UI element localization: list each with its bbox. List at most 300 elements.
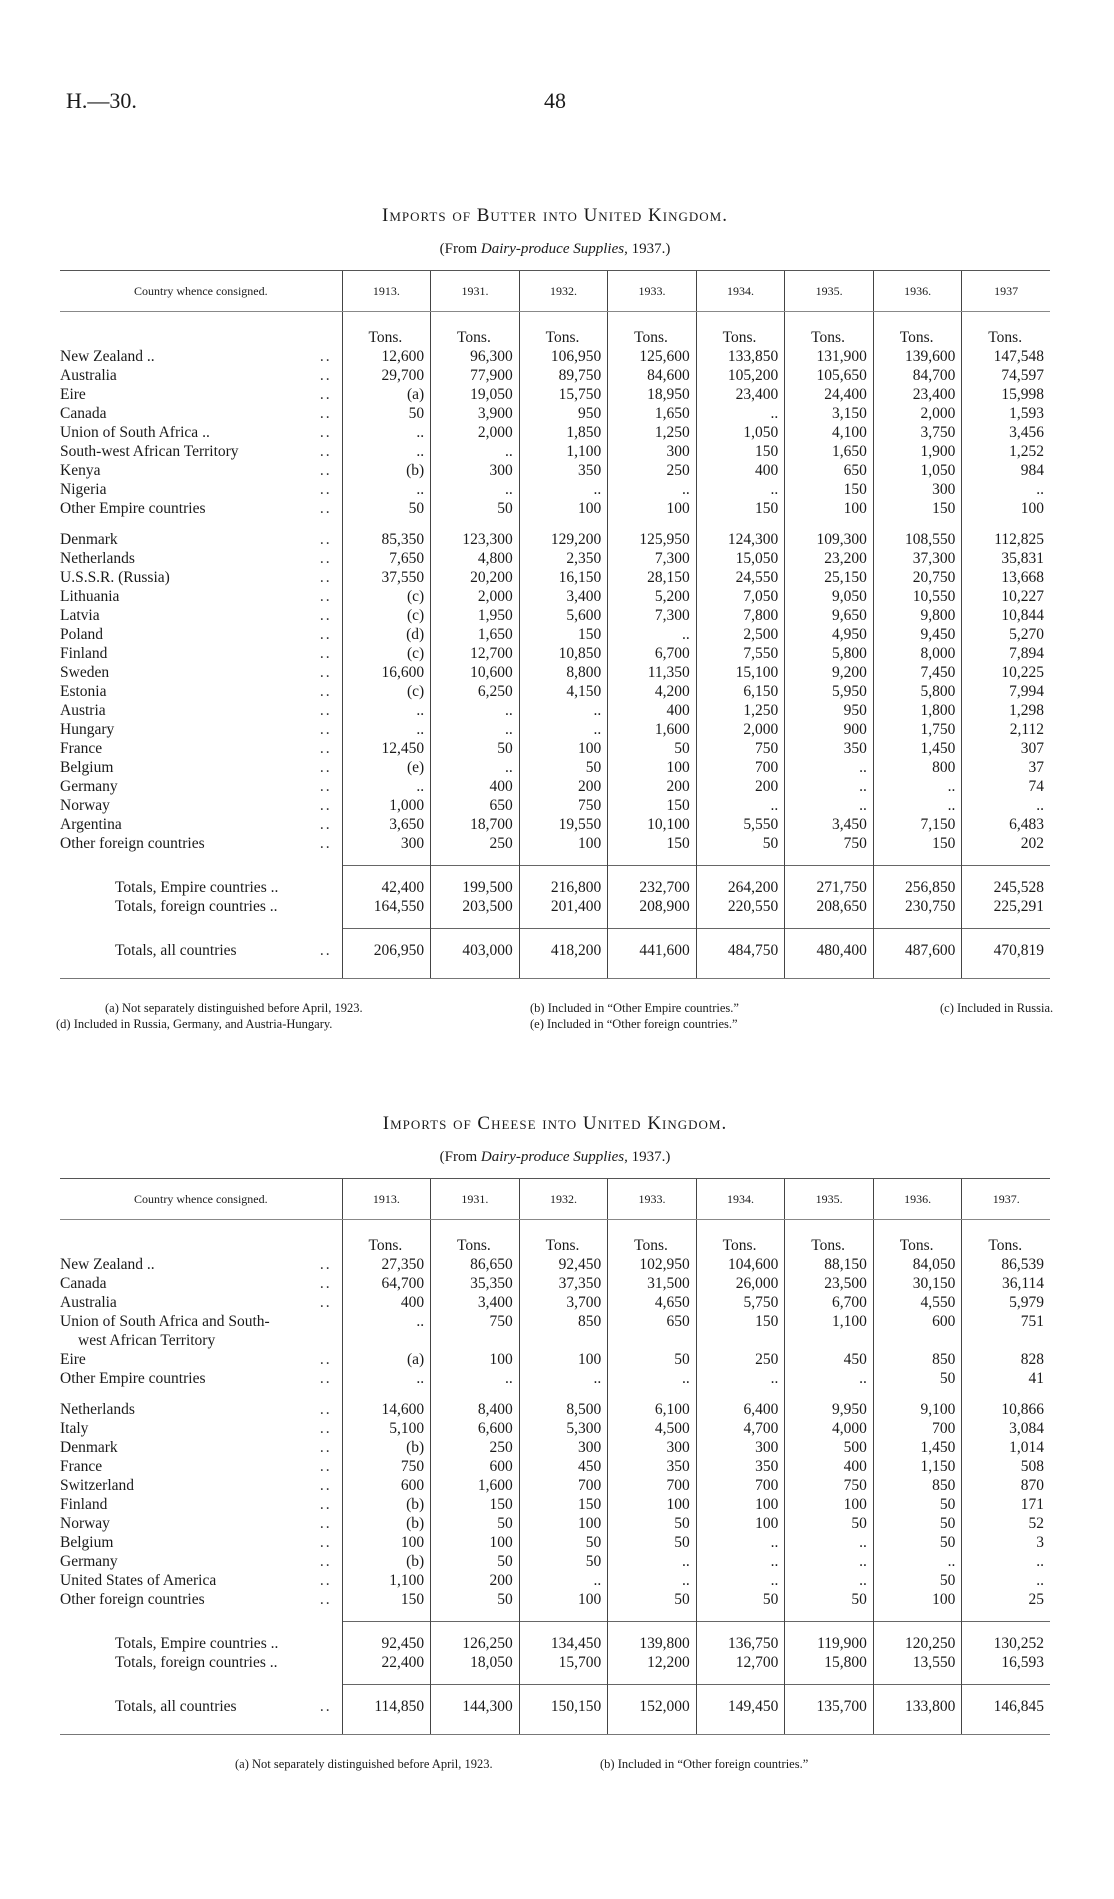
value-cell: 144,300 bbox=[431, 1697, 520, 1716]
table-row bbox=[60, 878, 1050, 897]
country-name bbox=[60, 1552, 342, 1571]
value-cell: (a) bbox=[342, 1350, 431, 1369]
spacer-cell bbox=[785, 1622, 874, 1635]
value-cell: 6,100 bbox=[608, 1400, 697, 1419]
value-cell: 700 bbox=[696, 1476, 785, 1495]
spacer-cell bbox=[608, 853, 697, 866]
country-label: Canada bbox=[60, 405, 107, 422]
value-cell: 35,831 bbox=[962, 549, 1050, 568]
value-cell: .. bbox=[962, 480, 1050, 499]
value-cell: 8,500 bbox=[519, 1400, 608, 1419]
bottom-cell bbox=[608, 1716, 697, 1735]
country-label: Austria bbox=[60, 702, 106, 719]
table-row bbox=[60, 1400, 1050, 1419]
spacer-cell bbox=[519, 866, 608, 879]
value-cell: 37,300 bbox=[873, 549, 962, 568]
value-cell: 600 bbox=[431, 1457, 520, 1476]
spacer-cell bbox=[962, 1685, 1050, 1698]
dot-leader: .. bbox=[319, 835, 332, 852]
value-cell: 2,000 bbox=[431, 587, 520, 606]
value-cell: 24,400 bbox=[785, 385, 874, 404]
spacer-cell bbox=[785, 1388, 874, 1400]
value-cell bbox=[785, 1331, 874, 1350]
cheese-table bbox=[60, 1178, 1050, 1735]
country-label: South-west African Territory bbox=[60, 443, 239, 460]
value-cell: 220,550 bbox=[696, 897, 785, 916]
value-cell: 50 bbox=[608, 1514, 697, 1533]
value-cell: 6,400 bbox=[696, 1400, 785, 1419]
value-cell: 109,300 bbox=[785, 530, 874, 549]
table-row bbox=[60, 1533, 1050, 1552]
value-cell: 114,850 bbox=[342, 1697, 431, 1716]
spacer-cell bbox=[431, 1685, 520, 1698]
country-name bbox=[60, 644, 342, 663]
value-cell: 7,550 bbox=[696, 644, 785, 663]
country-name bbox=[60, 568, 342, 587]
country-name bbox=[60, 1571, 342, 1590]
table-row bbox=[60, 530, 1050, 549]
table-row bbox=[60, 1552, 1050, 1571]
value-cell: 14,600 bbox=[342, 1400, 431, 1419]
unit-label: Tons. bbox=[342, 312, 431, 348]
value-cell: 4,200 bbox=[608, 682, 697, 701]
spacer-cell bbox=[696, 916, 785, 929]
value-cell: (d) bbox=[342, 625, 431, 644]
table-row bbox=[60, 480, 1050, 499]
spacer-cell bbox=[342, 853, 431, 866]
country-label: Other foreign countries bbox=[60, 835, 205, 852]
unit-label: Tons. bbox=[962, 312, 1050, 348]
subtitle-prefix: (From bbox=[439, 241, 481, 257]
spacer-cell bbox=[342, 518, 431, 530]
value-cell: 1,298 bbox=[962, 701, 1050, 720]
dot-leader: .. bbox=[319, 607, 332, 624]
value-cell: 950 bbox=[519, 404, 608, 423]
value-cell: 10,100 bbox=[608, 815, 697, 834]
value-cell: 50 bbox=[785, 1590, 874, 1609]
footnote-e: (e) Included in “Other foreign countries.” bbox=[530, 1017, 738, 1031]
value-cell: 1,450 bbox=[873, 739, 962, 758]
value-cell: 26,000 bbox=[696, 1274, 785, 1293]
value-cell: 100 bbox=[342, 1533, 431, 1552]
dot-leader: .. bbox=[319, 721, 332, 738]
value-cell: 650 bbox=[785, 461, 874, 480]
value-cell: (c) bbox=[342, 644, 431, 663]
value-cell: 150 bbox=[519, 1495, 608, 1514]
table-row bbox=[60, 897, 1050, 916]
value-cell: .. bbox=[431, 720, 520, 739]
spacer-cell bbox=[342, 1609, 431, 1622]
value-cell: 7,450 bbox=[873, 663, 962, 682]
value-cell: 1,650 bbox=[431, 625, 520, 644]
value-cell: 250 bbox=[608, 461, 697, 480]
country-label: Switzerland bbox=[60, 1477, 135, 1494]
table-row bbox=[60, 796, 1050, 815]
value-cell: .. bbox=[962, 1571, 1050, 1590]
value-cell: .. bbox=[519, 720, 608, 739]
value-cell: 828 bbox=[962, 1350, 1050, 1369]
value-cell: 350 bbox=[608, 1457, 697, 1476]
value-cell: 50 bbox=[608, 1533, 697, 1552]
country-name bbox=[60, 834, 342, 853]
value-cell: 152,000 bbox=[608, 1697, 697, 1716]
dot-leader: .. bbox=[319, 740, 332, 757]
country-name bbox=[60, 1419, 342, 1438]
value-cell: 92,450 bbox=[519, 1255, 608, 1274]
value-cell: 10,225 bbox=[962, 663, 1050, 682]
table-row bbox=[60, 461, 1050, 480]
table-bottom-rule bbox=[60, 960, 1050, 979]
value-cell: .. bbox=[785, 1552, 874, 1571]
country-label: Totals, Empire countries .. bbox=[115, 879, 279, 896]
value-cell: 50 bbox=[431, 1590, 520, 1609]
unit-label: Tons. bbox=[696, 1220, 785, 1256]
country-label: Union of South Africa .. bbox=[60, 424, 210, 441]
table-row bbox=[60, 1457, 1050, 1476]
value-cell: 3,456 bbox=[962, 423, 1050, 442]
country-label: Denmark bbox=[60, 531, 118, 548]
value-cell: .. bbox=[608, 480, 697, 499]
value-cell: 7,994 bbox=[962, 682, 1050, 701]
dot-leader: .. bbox=[319, 1515, 332, 1532]
value-cell: 3,150 bbox=[785, 404, 874, 423]
value-cell: 50 bbox=[873, 1514, 962, 1533]
value-cell: 100 bbox=[608, 499, 697, 518]
spacer-cell bbox=[608, 518, 697, 530]
country-label: Finland bbox=[60, 1496, 108, 1513]
country-name bbox=[60, 1533, 342, 1552]
value-cell: 164,550 bbox=[342, 897, 431, 916]
spacer-cell bbox=[962, 1622, 1050, 1635]
value-cell: 4,550 bbox=[873, 1293, 962, 1312]
value-cell: (b) bbox=[342, 1495, 431, 1514]
value-cell: 1,250 bbox=[696, 701, 785, 720]
value-cell: 9,200 bbox=[785, 663, 874, 682]
table-row bbox=[60, 1255, 1050, 1274]
dot-leader: .. bbox=[319, 1553, 332, 1570]
table-row bbox=[60, 1350, 1050, 1369]
spacer-cell bbox=[342, 929, 431, 942]
value-cell: 50 bbox=[785, 1514, 874, 1533]
value-cell: 750 bbox=[342, 1457, 431, 1476]
value-cell: 9,050 bbox=[785, 587, 874, 606]
value-cell: 984 bbox=[962, 461, 1050, 480]
value-cell: 100 bbox=[962, 499, 1050, 518]
value-cell: 5,950 bbox=[785, 682, 874, 701]
value-cell: .. bbox=[342, 777, 431, 796]
footnote-a: (a) Not separately distinguished before April, 1923. bbox=[105, 1001, 363, 1015]
value-cell: 125,950 bbox=[608, 530, 697, 549]
value-cell: 123,300 bbox=[431, 530, 520, 549]
country-name bbox=[60, 549, 342, 568]
value-cell: 350 bbox=[785, 739, 874, 758]
value-cell: 600 bbox=[873, 1312, 962, 1331]
value-cell: 5,750 bbox=[696, 1293, 785, 1312]
units-row bbox=[60, 312, 1050, 348]
value-cell: 7,300 bbox=[608, 606, 697, 625]
value-cell: 232,700 bbox=[608, 878, 697, 897]
year-header: 1913. bbox=[342, 1179, 431, 1220]
value-cell: .. bbox=[696, 1369, 785, 1388]
table-row bbox=[60, 1514, 1050, 1533]
year-header: 1936. bbox=[873, 1179, 962, 1220]
country-label: Totals, all countries bbox=[115, 942, 237, 959]
value-cell: 256,850 bbox=[873, 878, 962, 897]
bottom-cell bbox=[873, 1716, 962, 1735]
value-cell: 84,700 bbox=[873, 366, 962, 385]
value-cell: 250 bbox=[431, 834, 520, 853]
unit-label: Tons. bbox=[608, 1220, 697, 1256]
cheese-section bbox=[60, 1113, 1050, 1797]
butter-footnotes bbox=[56, 1001, 1054, 1041]
spacer-cell bbox=[342, 866, 431, 879]
spacer-cell bbox=[519, 916, 608, 929]
value-cell: 400 bbox=[608, 701, 697, 720]
value-cell: 700 bbox=[519, 1476, 608, 1495]
value-cell: 64,700 bbox=[342, 1274, 431, 1293]
value-cell: 300 bbox=[608, 442, 697, 461]
dot-leader: .. bbox=[319, 1351, 332, 1368]
country-name bbox=[60, 1590, 342, 1609]
dot-leader: .. bbox=[319, 588, 332, 605]
spacer-cell bbox=[60, 1622, 342, 1635]
value-cell: 1,600 bbox=[431, 1476, 520, 1495]
dot-leader: .. bbox=[319, 1401, 332, 1418]
country-name bbox=[60, 682, 342, 701]
value-cell: .. bbox=[785, 796, 874, 815]
country-label: Estonia bbox=[60, 683, 107, 700]
value-cell: 450 bbox=[785, 1350, 874, 1369]
bottom-cell bbox=[785, 960, 874, 979]
spacer-cell bbox=[431, 929, 520, 942]
value-cell: 2,350 bbox=[519, 549, 608, 568]
value-cell: 850 bbox=[519, 1312, 608, 1331]
value-cell: 3,084 bbox=[962, 1419, 1050, 1438]
value-cell: 86,650 bbox=[431, 1255, 520, 1274]
unit-label: Tons. bbox=[608, 312, 697, 348]
value-cell: 13,668 bbox=[962, 568, 1050, 587]
value-cell: 50 bbox=[431, 1552, 520, 1571]
value-cell: 7,650 bbox=[342, 549, 431, 568]
table-row bbox=[60, 1634, 1050, 1653]
value-cell: 850 bbox=[873, 1350, 962, 1369]
value-cell: 350 bbox=[519, 461, 608, 480]
value-cell: 20,750 bbox=[873, 568, 962, 587]
value-cell: (c) bbox=[342, 606, 431, 625]
value-cell: .. bbox=[608, 625, 697, 644]
value-cell: 100 bbox=[519, 1590, 608, 1609]
value-cell: 203,500 bbox=[431, 897, 520, 916]
table-row bbox=[60, 499, 1050, 518]
spacer-cell bbox=[873, 853, 962, 866]
dot-leader: .. bbox=[319, 1294, 332, 1311]
value-cell: 2,000 bbox=[431, 423, 520, 442]
value-cell: 5,550 bbox=[696, 815, 785, 834]
value-cell: .. bbox=[873, 796, 962, 815]
country-name bbox=[60, 1514, 342, 1533]
value-cell: 3,900 bbox=[431, 404, 520, 423]
value-cell: 134,450 bbox=[519, 1634, 608, 1653]
value-cell: 8,800 bbox=[519, 663, 608, 682]
butter-table bbox=[60, 270, 1050, 979]
country-name bbox=[60, 1653, 342, 1672]
value-cell: 112,825 bbox=[962, 530, 1050, 549]
value-cell bbox=[608, 1331, 697, 1350]
value-cell: 10,600 bbox=[431, 663, 520, 682]
value-cell: .. bbox=[608, 1571, 697, 1590]
value-cell: .. bbox=[342, 1369, 431, 1388]
value-cell: 23,400 bbox=[696, 385, 785, 404]
value-cell: 23,400 bbox=[873, 385, 962, 404]
value-cell: 3,700 bbox=[519, 1293, 608, 1312]
country-name bbox=[60, 347, 342, 366]
value-cell: 950 bbox=[785, 701, 874, 720]
dot-leader: .. bbox=[319, 481, 332, 498]
value-cell: .. bbox=[342, 423, 431, 442]
country-label: New Zealand .. bbox=[60, 1256, 155, 1273]
value-cell: .. bbox=[608, 1552, 697, 1571]
dot-leader: .. bbox=[319, 531, 332, 548]
spacer-cell bbox=[519, 929, 608, 942]
value-cell: 18,050 bbox=[431, 1653, 520, 1672]
bottom-cell bbox=[962, 960, 1050, 979]
spacer-cell bbox=[608, 1672, 697, 1685]
value-cell: 133,800 bbox=[873, 1697, 962, 1716]
country-label: Totals, all countries bbox=[115, 1698, 237, 1715]
value-cell: 150 bbox=[785, 480, 874, 499]
spacer-cell bbox=[785, 916, 874, 929]
spacer-cell bbox=[342, 1622, 431, 1635]
spacer-row bbox=[60, 1609, 1050, 1622]
value-cell: 106,950 bbox=[519, 347, 608, 366]
value-cell bbox=[431, 1331, 520, 1350]
table-row bbox=[60, 568, 1050, 587]
value-cell: 36,114 bbox=[962, 1274, 1050, 1293]
value-cell: 37,550 bbox=[342, 568, 431, 587]
country-label: Sweden bbox=[60, 664, 110, 681]
country-name bbox=[60, 1634, 342, 1653]
value-cell: 500 bbox=[785, 1438, 874, 1457]
country-label: Canada bbox=[60, 1275, 107, 1292]
dot-leader: .. bbox=[319, 405, 332, 422]
spacer-cell bbox=[962, 1672, 1050, 1685]
spacer-cell bbox=[785, 929, 874, 942]
value-cell: 1,250 bbox=[608, 423, 697, 442]
value-cell: 31,500 bbox=[608, 1274, 697, 1293]
value-cell: (c) bbox=[342, 682, 431, 701]
value-cell: 1,750 bbox=[873, 720, 962, 739]
page-header bbox=[66, 88, 1066, 118]
value-cell: 150 bbox=[696, 442, 785, 461]
country-label: Poland bbox=[60, 626, 104, 643]
unit-label: Tons. bbox=[342, 1220, 431, 1256]
value-cell: 146,845 bbox=[962, 1697, 1050, 1716]
value-cell: 350 bbox=[696, 1457, 785, 1476]
country-name bbox=[60, 461, 342, 480]
value-cell: 850 bbox=[873, 1476, 962, 1495]
value-cell: (b) bbox=[342, 1514, 431, 1533]
spacer-cell bbox=[696, 929, 785, 942]
country-label: Finland bbox=[60, 645, 108, 662]
value-cell: 508 bbox=[962, 1457, 1050, 1476]
value-cell: 2,112 bbox=[962, 720, 1050, 739]
bottom-cell bbox=[962, 1716, 1050, 1735]
value-cell: 147,548 bbox=[962, 347, 1050, 366]
value-cell: 300 bbox=[431, 461, 520, 480]
value-cell: 50 bbox=[696, 1590, 785, 1609]
dot-leader: .. bbox=[319, 1698, 332, 1715]
value-cell: 1,850 bbox=[519, 423, 608, 442]
value-cell: .. bbox=[342, 442, 431, 461]
value-cell: 100 bbox=[519, 1514, 608, 1533]
dot-leader: .. bbox=[319, 462, 332, 479]
value-cell: 104,600 bbox=[696, 1255, 785, 1274]
value-cell: 150 bbox=[873, 834, 962, 853]
country-name bbox=[60, 897, 342, 916]
value-cell: 74 bbox=[962, 777, 1050, 796]
spacer-cell bbox=[785, 1685, 874, 1698]
value-cell: 84,050 bbox=[873, 1255, 962, 1274]
value-cell: 5,979 bbox=[962, 1293, 1050, 1312]
footnote-c: (c) Included in Russia. bbox=[940, 1001, 1054, 1015]
value-cell: 271,750 bbox=[785, 878, 874, 897]
country-name bbox=[60, 366, 342, 385]
value-cell: 108,550 bbox=[873, 530, 962, 549]
country-name bbox=[60, 796, 342, 815]
value-cell: 1,593 bbox=[962, 404, 1050, 423]
year-header: 1935. bbox=[785, 1179, 874, 1220]
value-cell: 9,100 bbox=[873, 1400, 962, 1419]
spacer-row bbox=[60, 866, 1050, 879]
spacer-cell bbox=[696, 1388, 785, 1400]
value-cell: 441,600 bbox=[608, 941, 697, 960]
value-cell: 4,700 bbox=[696, 1419, 785, 1438]
value-cell: 225,291 bbox=[962, 897, 1050, 916]
dot-leader: .. bbox=[319, 683, 332, 700]
unit-label: Tons. bbox=[696, 312, 785, 348]
value-cell: 50 bbox=[873, 1495, 962, 1514]
value-cell: 52 bbox=[962, 1514, 1050, 1533]
value-cell: 100 bbox=[431, 1533, 520, 1552]
value-cell: 22,400 bbox=[342, 1653, 431, 1672]
spacer-cell bbox=[60, 518, 342, 530]
value-cell: 41 bbox=[962, 1369, 1050, 1388]
table-row bbox=[60, 682, 1050, 701]
value-cell: 1,900 bbox=[873, 442, 962, 461]
value-cell: 50 bbox=[519, 758, 608, 777]
country-column-header: Country whence consigned. bbox=[60, 1179, 342, 1220]
value-cell: 5,300 bbox=[519, 1419, 608, 1438]
value-cell: 650 bbox=[608, 1312, 697, 1331]
value-cell: 250 bbox=[431, 1438, 520, 1457]
value-cell: 150 bbox=[696, 499, 785, 518]
country-name bbox=[60, 1438, 342, 1457]
value-cell: .. bbox=[431, 758, 520, 777]
year-header: 1936. bbox=[873, 271, 962, 312]
table-row bbox=[60, 1293, 1050, 1312]
value-cell: 100 bbox=[608, 1495, 697, 1514]
value-cell: 100 bbox=[431, 1350, 520, 1369]
value-cell: 4,800 bbox=[431, 549, 520, 568]
spacer-cell bbox=[785, 1672, 874, 1685]
value-cell: 1,450 bbox=[873, 1438, 962, 1457]
country-label: France bbox=[60, 1458, 103, 1475]
value-cell: 300 bbox=[342, 834, 431, 853]
country-name bbox=[60, 1476, 342, 1495]
country-label: Denmark bbox=[60, 1439, 118, 1456]
value-cell: 8,000 bbox=[873, 644, 962, 663]
value-cell: 7,050 bbox=[696, 587, 785, 606]
